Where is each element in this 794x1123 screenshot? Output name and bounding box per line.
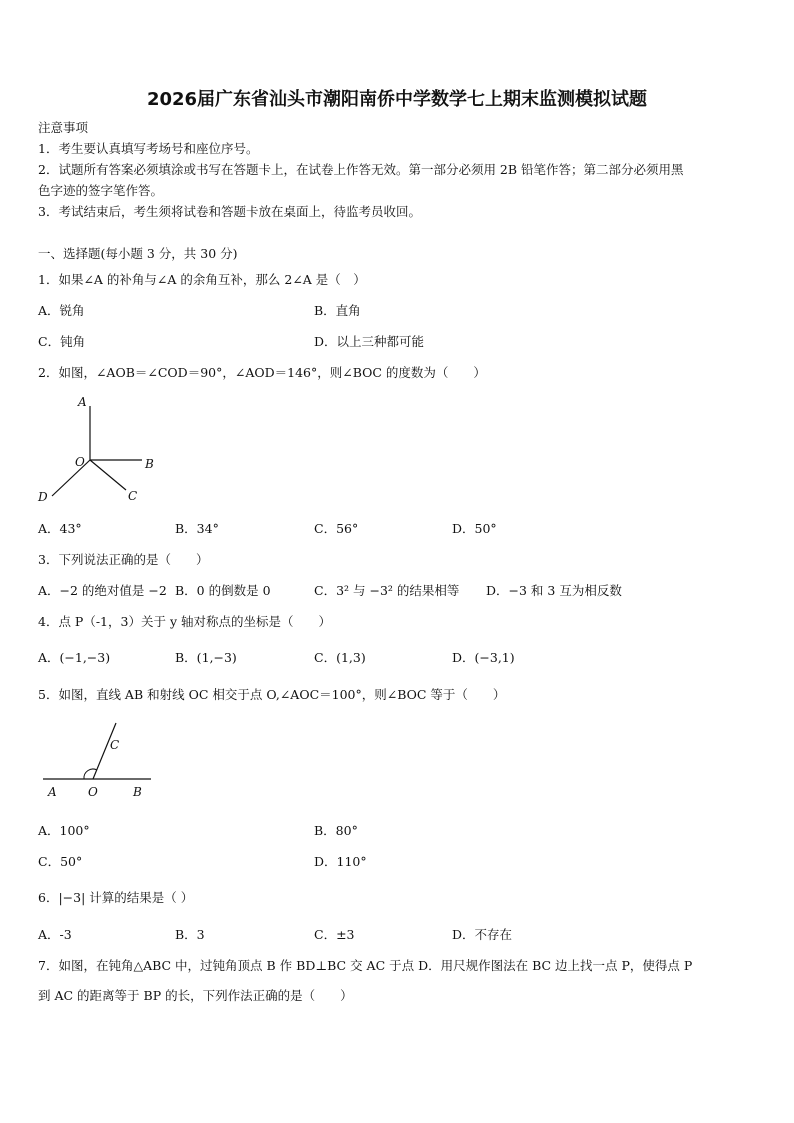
q2-option-a: A．43° (38, 521, 82, 536)
label-b: B (145, 457, 154, 471)
q1-option-c: C．钝角 (38, 334, 86, 349)
section-heading: 一、选择题(每小题 3 分，共 30 分) (38, 246, 238, 261)
q5-option-d: D．110° (314, 854, 367, 869)
q3-option-c: C．3² 与 −3² 的结果相等 (314, 583, 460, 598)
label-c: C (128, 489, 138, 503)
question-1-stem: 1．如果∠A 的补角与∠A 的余角互补，那么 2∠A 是（ ） (38, 272, 366, 287)
q2-option-d: D．50° (452, 521, 497, 536)
q5-line-ray-figure (40, 718, 160, 802)
q4-option-a: A．(−1,−3) (38, 650, 111, 665)
q3-option-d: D．−3 和 3 互为相反数 (486, 583, 622, 598)
q2-angle-figure (30, 390, 170, 510)
label-a: A (48, 785, 57, 799)
label-d: D (38, 490, 48, 504)
question-2-stem: 2．如图，∠AOB＝∠COD＝90°，∠AOD＝146°，则∠BOC 的度数为（ ） (38, 365, 486, 380)
q1-option-a: A．锐角 (38, 303, 85, 318)
q3-option-a: A．−2 的绝对值是 −2 (38, 583, 167, 598)
label-o: O (88, 785, 98, 799)
question-3-stem: 3．下列说法正确的是（ ） (38, 552, 209, 567)
q6-option-a: A．-3 (38, 927, 72, 942)
q4-option-b: B．(1,−3) (175, 650, 237, 665)
q4-option-c: C．(1,3) (314, 650, 366, 665)
q6-option-b: B．3 (175, 927, 205, 942)
q5-option-a: A．100° (38, 823, 90, 838)
question-4-stem: 4．点 P（-1，3）关于 y 轴对称点的坐标是（ ） (38, 614, 331, 629)
notice-item: 3．考试结束后，考生须将试卷和答题卡放在桌面上，待监考员收回。 (38, 204, 421, 219)
q2-option-b: B．34° (175, 521, 219, 536)
notice-item: 色字迹的签字笔作答。 (38, 183, 164, 198)
q2-option-c: C．56° (314, 521, 359, 536)
q1-option-d: D．以上三种都可能 (314, 334, 425, 349)
q5-option-b: B．80° (314, 823, 358, 838)
q6-option-c: C．±3 (314, 927, 355, 942)
question-7-stem-continued: 到 AC 的距离等于 BP 的长，下列作法正确的是（ ） (38, 988, 353, 1003)
notice-item: 1．考生要认真填写考场号和座位序号。 (38, 141, 259, 156)
page-title: 2026届广东省汕头市潮阳南侨中学数学七上期末监测模拟试题 (146, 89, 648, 110)
label-b: B (133, 785, 142, 799)
question-7-stem: 7．如图，在钝角△ABC 中，过钝角顶点 B 作 BD⊥BC 交 AC 于点 D．用尺规作图法在 BC 边上找一点 P，使得点 P (38, 958, 693, 973)
label-c: C (110, 738, 120, 752)
q5-option-c: C．50° (38, 854, 83, 869)
q3-option-b: B．0 的倒数是 0 (175, 583, 271, 598)
question-6-stem: 6．|−3| 计算的结果是（ ） (38, 890, 194, 905)
question-5-stem: 5．如图，直线 AB 和射线 OC 相交于点 O,∠AOC＝100°，则∠BOC 等于（ ） (38, 687, 506, 702)
notice-item: 2．试题所有答案必须填涂或书写在答题卡上，在试卷上作答无效。第一部分必须用 2B 铅笔作答；第二部分必须用黑 (38, 162, 684, 177)
notice-heading: 注意事项 (38, 120, 89, 135)
label-o: O (75, 455, 85, 469)
q6-option-d: D．不存在 (452, 927, 513, 942)
label-a: A (78, 395, 87, 409)
q4-option-d: D．(−3,1) (452, 650, 515, 665)
q1-option-b: B．直角 (314, 303, 361, 318)
